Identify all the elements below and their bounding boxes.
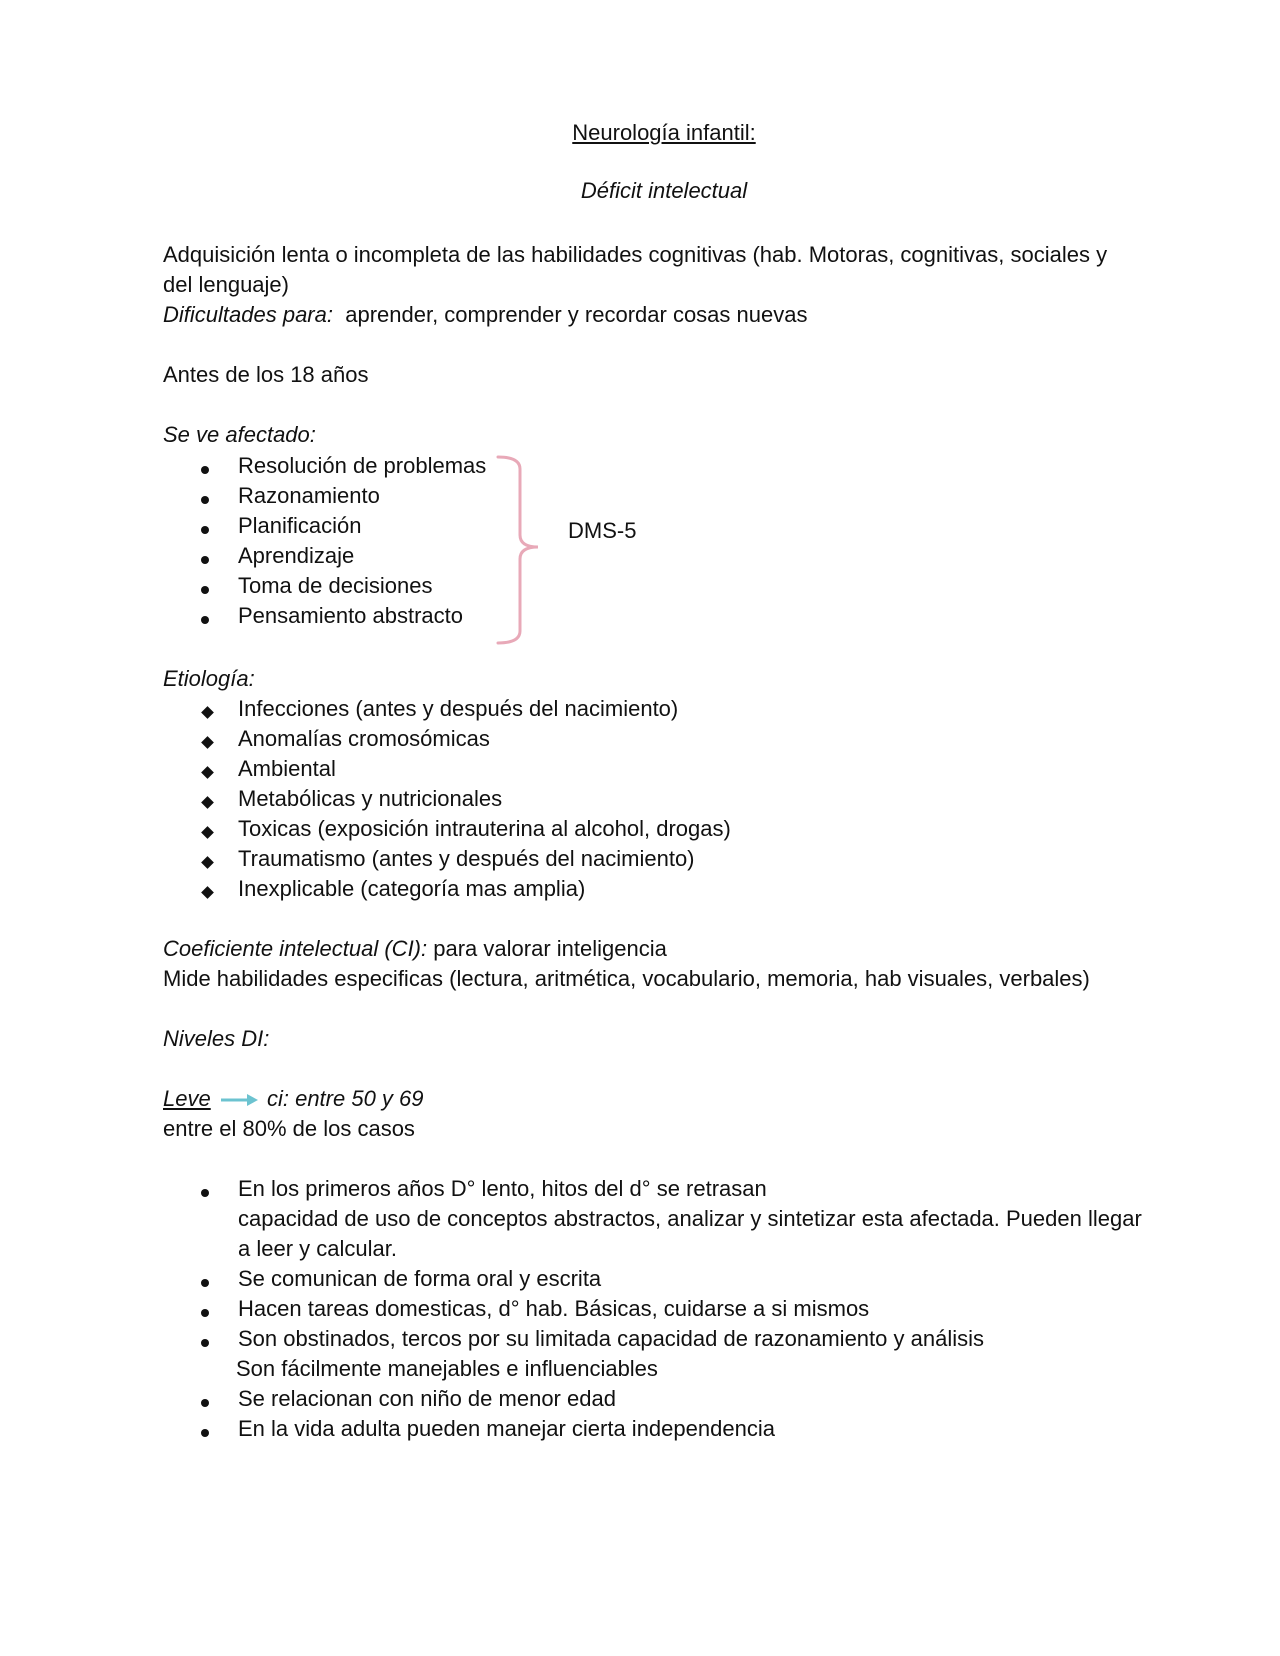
intro-line-2: del lenguaje) [163,272,289,297]
leve-item-continuation: capacidad de uso de conceptos abstractos, analizar y sintetizar esta afectada. Pueden llegar [238,1206,1142,1231]
curly-bracket-icon [490,455,550,645]
bullet-icon [201,616,209,624]
bullet-icon [201,586,209,594]
leve-label: Leve [163,1086,211,1111]
bullet-icon [201,496,209,504]
leve-item: Se comunican de forma oral y escrita [238,1266,602,1291]
diamond-bullet-icon [201,766,214,779]
bullet-icon [201,1309,209,1317]
antes-text: Antes de los 18 años [163,362,369,387]
bullet-icon [201,1279,209,1287]
bullet-icon [201,466,209,474]
afectado-item: Razonamiento [238,483,380,508]
leve-percentage: entre el 80% de los casos [163,1116,415,1141]
page-subtitle: Déficit intelectual [580,178,748,203]
leve-item-continuation: a leer y calcular. [238,1236,397,1261]
afectado-item: Planificación [238,513,362,538]
bracket-label: DMS-5 [568,518,637,543]
diamond-bullet-icon [201,856,214,869]
etiologia-item: Ambiental [238,756,336,781]
etiologia-item: Infecciones (antes y después del nacimiento) [238,696,679,721]
leve-item: En la vida adulta pueden manejar cierta independencia [238,1416,775,1441]
dificultades-text: aprender, comprender y recordar cosas nuevas [345,302,808,327]
etiologia-item: Anomalías cromosómicas [238,726,490,751]
page-title: Neurología infantil: [572,120,756,145]
etiologia-item: Toxicas (exposición intrauterina al alcohol, drogas) [238,816,731,841]
leve-item: En los primeros años D° lento, hitos del d° se retrasan [238,1176,767,1201]
leve-item: Se relacionan con niño de menor edad [238,1386,616,1411]
etiologia-item: Traumatismo (antes y después del nacimiento) [238,846,695,871]
etiologia-item: Inexplicable (categoría mas amplia) [238,876,586,901]
afectado-item: Aprendizaje [238,543,355,568]
bullet-icon [201,1339,209,1347]
afectado-item: Pensamiento abstracto [238,603,464,628]
intro-line-1: Adquisición lenta o incompleta de las habilidades cognitivas (hab. Motoras, cognitivas, sociales y [163,242,1108,267]
dificultades-line [163,300,807,330]
niveles-label: Niveles DI: [163,1026,270,1051]
leve-item: Son obstinados, tercos por su limitada capacidad de razonamiento y análisis [238,1326,984,1351]
diamond-bullet-icon [201,736,214,749]
diamond-bullet-icon [201,886,214,899]
diamond-bullet-icon [201,796,214,809]
dificultades-label: Dificultades para: [163,302,333,327]
afectado-label: Se ve afectado: [163,422,316,447]
etiologia-label: Etiología: [163,666,255,691]
ci-label: Coeficiente intelectual (CI): [163,936,428,961]
bullet-icon [201,1189,209,1197]
leve-line [163,1084,424,1114]
ci-line [163,934,667,964]
bullet-icon [201,1429,209,1437]
afectado-item: Resolución de problemas [238,453,487,478]
bullet-icon [201,556,209,564]
leve-item-continuation: Son fácilmente manejables e influenciables [236,1356,658,1381]
diamond-bullet-icon [201,706,214,719]
diamond-bullet-icon [201,826,214,839]
ci-text: para valorar inteligencia [433,936,667,961]
bullet-icon [201,526,209,534]
bullet-icon [201,1399,209,1407]
arrow-right-icon [219,1093,259,1107]
ci-line-2: Mide habilidades especificas (lectura, aritmética, vocabulario, memoria, hab visuales, verbales) [163,966,1090,991]
etiologia-item: Metabólicas y nutricionales [238,786,503,811]
afectado-item: Toma de decisiones [238,573,433,598]
leve-range: ci: entre 50 y 69 [266,1086,424,1111]
leve-item: Hacen tareas domesticas, d° hab. Básicas, cuidarse a si mismos [238,1296,870,1321]
